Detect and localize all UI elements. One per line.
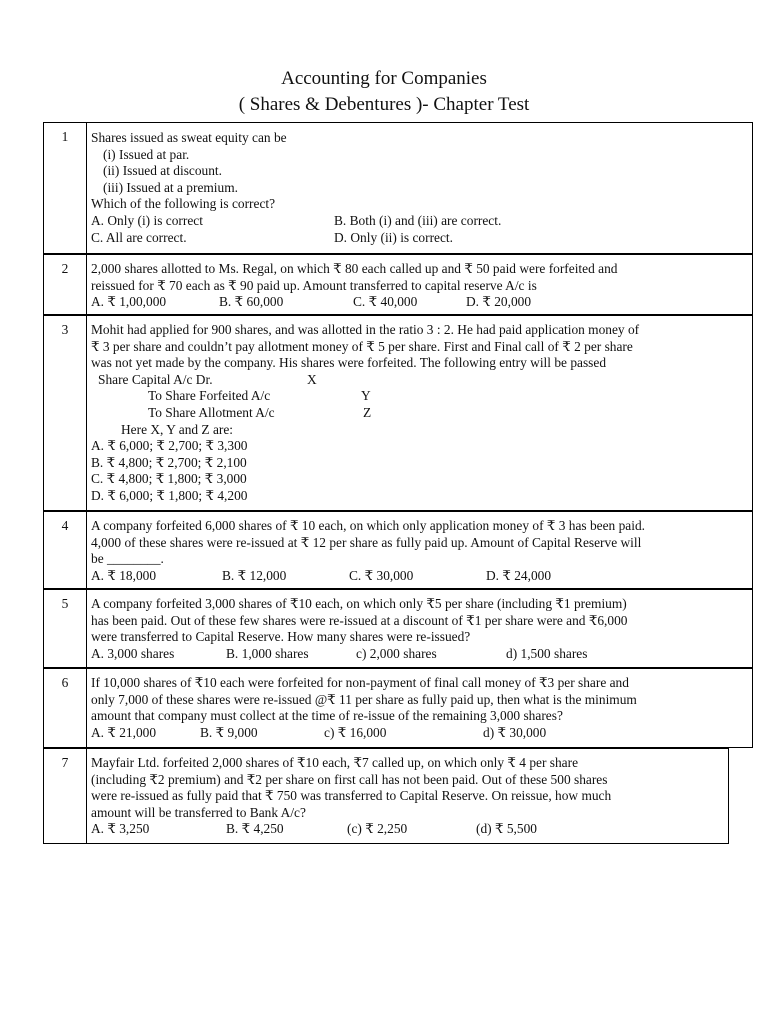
option-a: A. Only (i) is correct [91, 212, 203, 228]
option-d: D. ₹ 20,000 [466, 294, 532, 310]
options-row [91, 646, 746, 663]
question-3 [43, 315, 753, 511]
journal-debit-line: Share Capital A/c Dr. X [98, 371, 317, 387]
question-text: Mohit had applied for 900 shares, and was allotted in the ratio 3 : 2. He had paid application money of ₹ 3 per share and couldn’t pay allotment money of ₹ 5 per share. First and Final call of ₹ 2 per share was not yet made by the company. His shares were forfeited. The following entry will be passed Share Capital A/c Dr. X To Share Forfeited A/c Y To Share Allotment A/c Z Here X, Y and Z are: A. ₹ 6,000; ₹ 2,700; ₹ 3,300 B. ₹ 4,800; ₹ 2,700; ₹ 2,100 C. ₹ 4,800; ₹ 1,800; ₹ 3,000 D. ₹ 6,000; ₹ 1,800; ₹ 4,200 [91, 322, 746, 505]
options-row [91, 230, 746, 247]
question-number: 2 [44, 255, 87, 314]
option-b: B. ₹ 12,000 [222, 567, 287, 583]
question-number: 3 [44, 316, 87, 510]
option-b: B. 1,000 shares [226, 645, 309, 661]
options-row [91, 821, 722, 838]
question-number: 5 [44, 590, 87, 667]
page-title: Accounting for Companies [281, 68, 487, 89]
option-c: (c) ₹ 2,250 [347, 821, 408, 837]
option-d: D. Only (ii) is correct. [334, 229, 453, 245]
option-a: A. ₹ 3,250 [91, 821, 150, 837]
question-text: Shares issued as sweat equity can be (i) Issued at par. (ii) Issued at discount. (iii) Issued at a premium. Which of the following is correct? A. Only (i) is correct B. Both (i) and (iii) are correct. C. All are correct. D. Only (ii) is correct. [91, 130, 746, 246]
options-row [91, 213, 746, 230]
option-c: c) ₹ 16,000 [324, 724, 387, 740]
journal-credit-line: To Share Forfeited A/c Y [148, 388, 371, 404]
question-text: Mayfair Ltd. forfeited 2,000 shares of ₹10 each, ₹7 called up, on which only ₹ 4 per share (including ₹2 premium) and ₹2 per share on first call has not been paid. Out of these 500 shares were re-issued as fully paid that ₹ 750 was transferred to Capital Reserve. On reissue, how much amount will be transferred to Bank A/c? A. ₹ 3,250 B. ₹ 4,250 (c) ₹ 2,250 (d) ₹ 5,500 [91, 755, 722, 838]
option-d: d) ₹ 30,000 [483, 724, 547, 740]
question-number: 7 [44, 749, 87, 843]
option-b: B. ₹ 4,250 [226, 821, 284, 837]
option-c: c) 2,000 shares [356, 645, 437, 661]
question-number: 1 [44, 123, 87, 253]
option-d: D. ₹ 6,000; ₹ 1,800; ₹ 4,200 [91, 487, 248, 503]
option-b: B. ₹ 9,000 [200, 724, 258, 740]
option-a: A. ₹ 1,00,000 [91, 294, 167, 310]
option-c: C. All are correct. [91, 229, 187, 245]
question-text: A company forfeited 6,000 shares of ₹ 10 each, on which only application money of ₹ 3 has been paid. 4,000 of these shares were re-issued at ₹ 12 per share as fully paid up. Amount of Capital Reserve will be ________. A. ₹ 18,000 B. ₹ 12,000 C. ₹ 30,000 D. ₹ 24,000 [91, 518, 746, 584]
option-a: A. 3,000 shares [91, 645, 175, 661]
question-text: If 10,000 shares of ₹10 each were forfeited for non-payment of final call money of ₹3 per share and only 7,000 of these shares were re-issued @₹ 11 per share as fully paid up, then what is the minimum amount that company must collect at the time of re-issue of the remaining 3,000 shares? A. ₹ 21,000 B. ₹ 9,000 c) ₹ 16,000 d) ₹ 30,000 [91, 675, 746, 741]
option-a: A. ₹ 21,000 [91, 724, 157, 740]
option-a: A. ₹ 6,000; ₹ 2,700; ₹ 3,300 [91, 438, 248, 454]
option-c: C. ₹ 4,800; ₹ 1,800; ₹ 3,000 [91, 471, 247, 487]
option-d: (d) ₹ 5,500 [476, 821, 537, 837]
question-6 [43, 668, 753, 748]
option-b: B. ₹ 60,000 [219, 294, 284, 310]
option-a: A. ₹ 18,000 [91, 567, 157, 583]
options-row [91, 294, 746, 311]
question-4 [43, 511, 753, 589]
options-row [91, 568, 746, 585]
question-number: 6 [44, 669, 87, 747]
journal-credit-line: To Share Allotment A/c Z [148, 404, 372, 420]
question-2 [43, 254, 753, 315]
option-d: D. ₹ 24,000 [486, 567, 552, 583]
question-5 [43, 589, 753, 668]
option-b: B. ₹ 4,800; ₹ 2,700; ₹ 2,100 [91, 454, 247, 470]
question-7 [43, 748, 729, 844]
question-text: A company forfeited 3,000 shares of ₹10 each, on which only ₹5 per share (including ₹1 premium) has been paid. Out of these few shares were re-issued at a discount of ₹1 per share were and ₹6,000 were transferred to Capital Reserve. How many shares were re-issued? A. 3,000 shares B. 1,000 shares c) 2,000 shares d) 1,500 shares [91, 596, 746, 662]
option-d: d) 1,500 shares [506, 645, 588, 661]
page-subtitle: ( Shares & Debentures )- Chapter Test [238, 94, 530, 115]
options-row [91, 725, 746, 742]
question-1 [43, 122, 753, 254]
option-b: B. Both (i) and (iii) are correct. [334, 212, 502, 228]
question-text: 2,000 shares allotted to Ms. Regal, on which ₹ 80 each called up and ₹ 50 paid were forfeited and reissued for ₹ 70 each as ₹ 90 paid up. Amount transferred to capital reserve A/c is A. ₹ 1,00,000 B. ₹ 60,000 C. ₹ 40,000 D. ₹ 20,000 [91, 261, 746, 311]
question-number: 4 [44, 512, 87, 588]
option-c: C. ₹ 30,000 [349, 567, 414, 583]
option-c: C. ₹ 40,000 [353, 294, 418, 310]
